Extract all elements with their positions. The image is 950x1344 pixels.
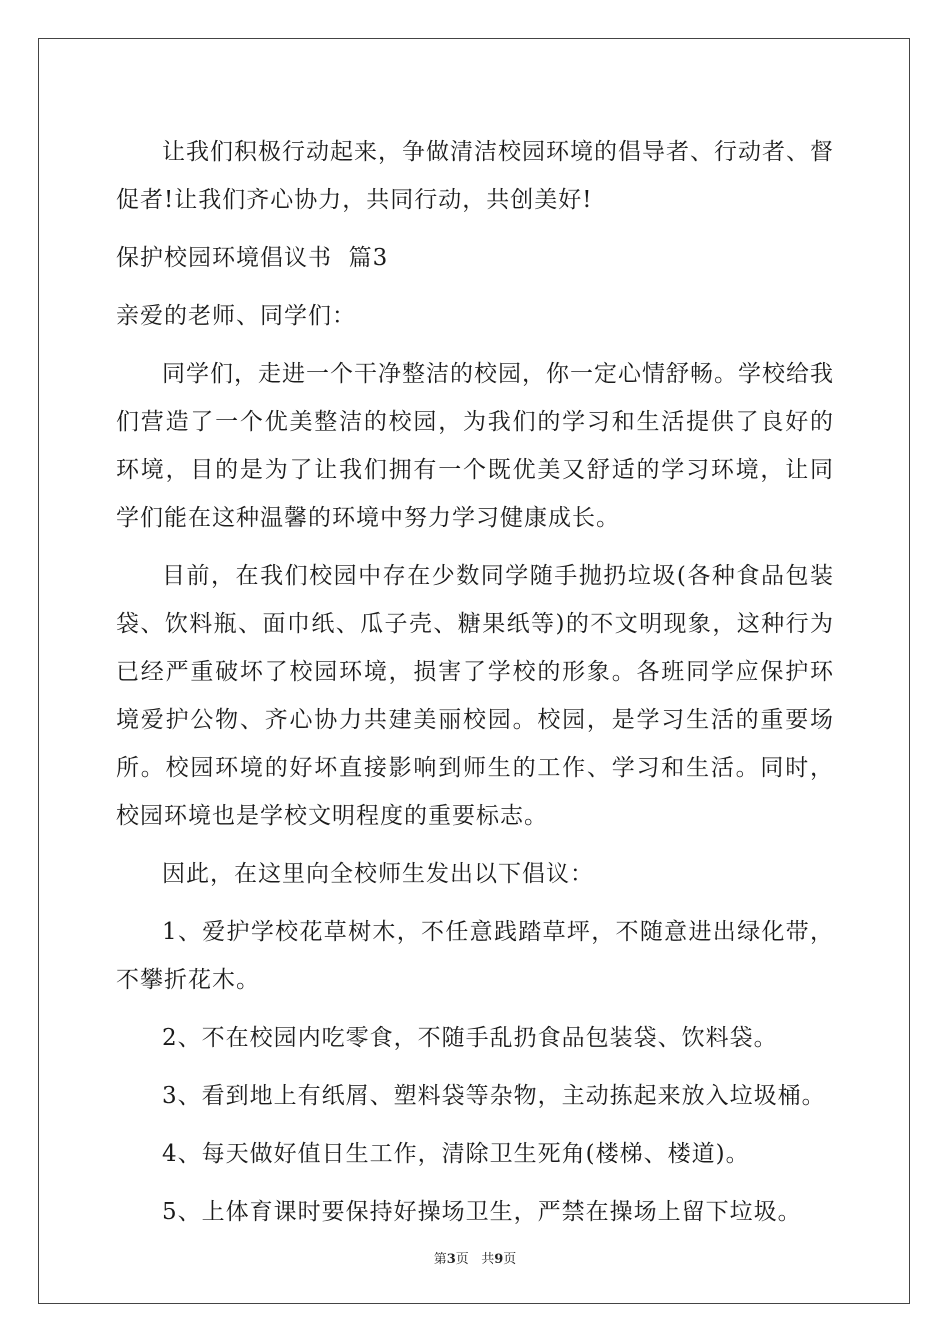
page-footer: [0, 1248, 950, 1267]
paragraph-proposal-lead: 因此，在这里向全校师生发出以下倡议：: [162, 861, 594, 887]
proposal-item-2: 2、不在校园内吃零食，不随手乱扔食品包装袋、饮料袋。: [162, 1025, 778, 1051]
footer-prefix: 第: [433, 1252, 447, 1267]
document-title: 保护校园环境倡议书 篇3: [116, 245, 389, 271]
proposal-item-3: 3、看到地上有纸屑、塑料袋等杂物，主动拣起来放入垃圾桶。: [162, 1083, 826, 1109]
footer-total-pages: 9: [494, 1252, 504, 1267]
footer-total-prefix: 共: [481, 1252, 495, 1267]
document-body: [116, 128, 834, 1246]
footer-total-suffix: 页: [503, 1252, 517, 1267]
salutation: 亲爱的老师、同学们：: [116, 303, 356, 329]
proposal-item-5: 5、上体育课时要保持好操场卫生，严禁在操场上留下垃圾。: [162, 1199, 802, 1225]
proposal-item-4: 4、每天做好值日生工作，清除卫生死角(楼梯、楼道)。: [162, 1141, 750, 1167]
proposal-item-1: 1、爱护学校花草树木，不任意践踏草坪，不随意进出绿化带，不攀折花木。: [116, 919, 834, 993]
footer-current-page: 3: [446, 1252, 456, 1267]
paragraph-call-to-action: 让我们积极行动起来，争做清洁校园环境的倡导者、行动者、督促者!让我们齐心协力，共同行动，共创美好!: [116, 139, 834, 213]
footer-page-suffix: 页: [455, 1252, 469, 1267]
paragraph-intro: 同学们，走进一个干净整洁的校园，你一定心情舒畅。学校给我们营造了一个优美整洁的校园，为我们的学习和生活提供了良好的环境，目的是为了让我们拥有一个既优美又舒适的学习环境，让同学们能在这种温馨的环境中努力学习健康成长。: [116, 361, 834, 531]
paragraph-problem: 目前，在我们校园中存在少数同学随手抛扔垃圾(各种食品包装袋、饮料瓶、面巾纸、瓜子壳、糖果纸等)的不文明现象，这种行为已经严重破坏了校园环境，损害了学校的形象。各班同学应保护环境爱护公物、齐心协力共建美丽校园。校园，是学习生活的重要场所。校园环境的好坏直接影响到师生的工作、学习和生活。同时，校园环境也是学校文明程度的重要标志。: [116, 563, 834, 829]
